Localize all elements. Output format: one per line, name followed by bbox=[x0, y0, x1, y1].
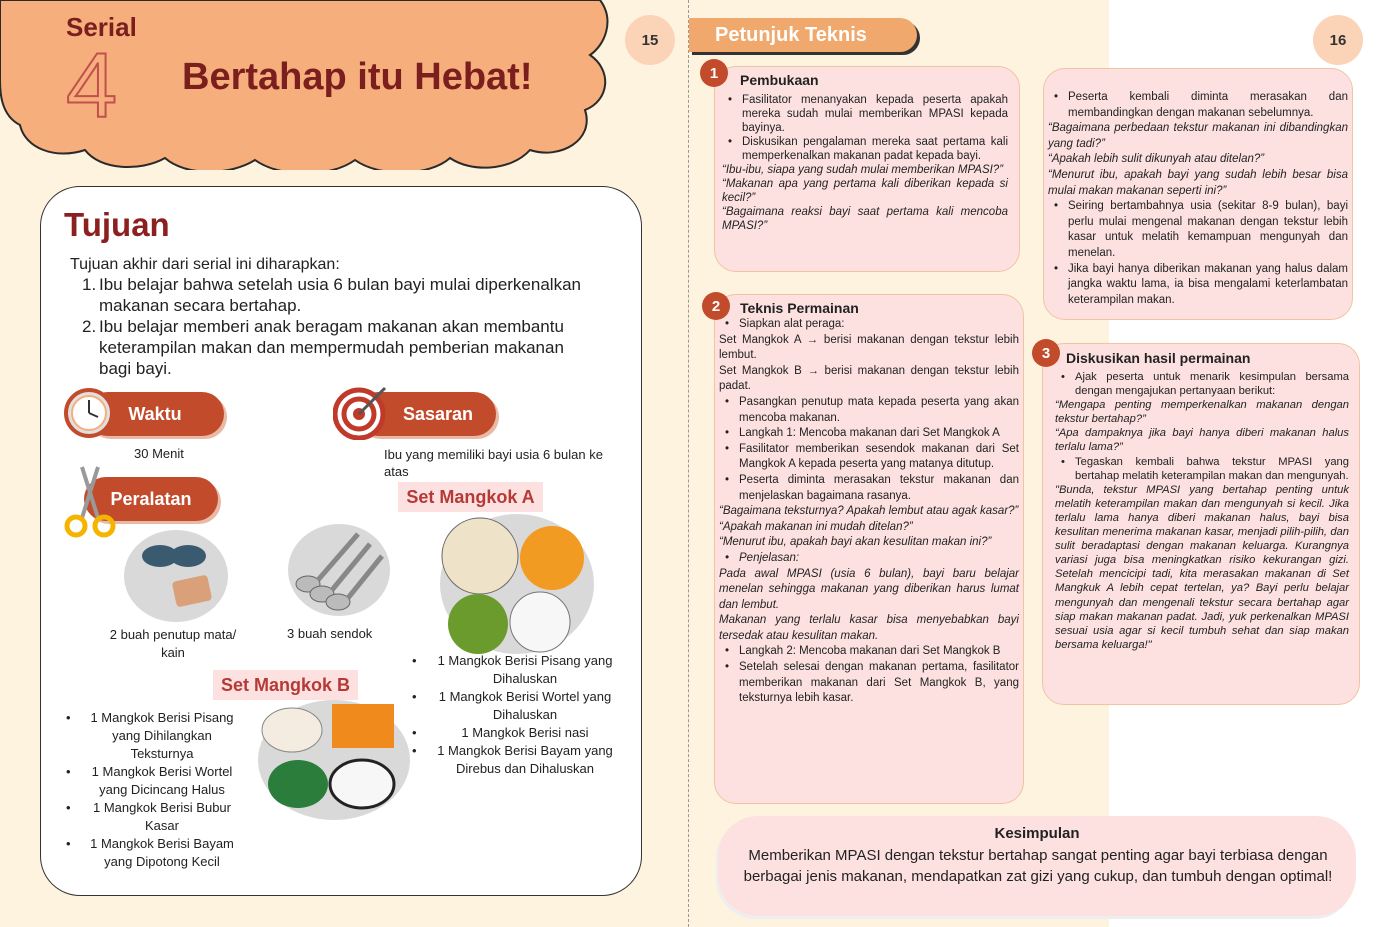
tujuan-list bbox=[82, 274, 613, 379]
step2-bullet: • Fasilitator memberikan sesendok makanan dari Set Mangkok A kepada peserta yang matanya ditutup. bbox=[719, 442, 1019, 473]
step2-set-a: Set Mangkok A → berisi makanan dengan tekstur lebih lembut. bbox=[719, 333, 1019, 362]
step2-continued-body bbox=[1048, 90, 1348, 308]
step2-penjelasan: Makanan yang terlalu kasar bisa menyebabkan bayi tersedak atau kesulitan makan. bbox=[719, 614, 1019, 642]
step3-bullet: • Tegaskan kembali bahwa tekstur MPASI yang bertahap melatih keterampilan makan dan mengunyah. bbox=[1055, 455, 1349, 483]
waktu-value: 30 Menit bbox=[134, 446, 184, 461]
set-b-item: • 1 Mangkok Berisi Pisang yang Dihilangkan Teksturnya bbox=[84, 709, 240, 763]
kesimpulan-text: Memberikan MPASI dengan tekstur bertahap sangat penting agar bayi terbiasa dengan berbagai jenis makanan, mendapatkan zat gizi yang cukup, dan tumbuh dengan optimal! bbox=[743, 847, 1333, 885]
step2-penjelasan-label: • Penjelasan: bbox=[719, 551, 1019, 567]
set-a-item: • 1 Mangkok Berisi nasi bbox=[430, 724, 620, 742]
set-b-item: • 1 Mangkok Berisi Bubur Kasar bbox=[84, 799, 240, 835]
step2-title: Teknis Permainan bbox=[740, 300, 859, 316]
step2-cont-question: “Apakah lebih sulit dikunyah atau ditelan?” bbox=[1048, 153, 1265, 166]
step3-quote: "Bunda, tekstur MPASI yang bertahap penting untuk melatih keterampilan makan dan mengunyah si kecil. Jika terlalu lama hanya diberi makanan halus, bayi bisa kesulitan menerima makanan kasar, menjadi pilih-pilih, dan sulit beradaptasi dengan makanan keluarga. Kurangnya variasi juga bisa meningkatkan risiko kekurangan gizi. Setelah mencicipi tadi, kita merasakan makanan di Set Mangkuk A lebih cepat tertelan, ya? Bayi perlu belajar mengunyah dan mengenali tekstur secara bertahap agar siap makan makanan padat. Jadi, yuk perkenalkan MPASI sesuai usia agar si kecil tumbuh sehat dan siap makan bersama keluarga!" bbox=[1055, 483, 1349, 651]
set-b-item: • 1 Mangkok Berisi Wortel yang Dicincang Halus bbox=[84, 763, 240, 799]
target-icon bbox=[333, 384, 389, 440]
step3-bullet: • Ajak peserta untuk menarik kesimpulan bersama dengan mengajukan pertanyaan berikut: bbox=[1055, 370, 1349, 398]
step2-cont-question: “Bagaimana perbedaan tekstur makanan ini dibandingkan yang tadi?” bbox=[1048, 122, 1348, 150]
step1-bullet: • Fasilitator menanyakan kepada peserta apakah mereka sudah mulai memberikan MPASI kepada bayinya. bbox=[722, 93, 1008, 135]
step2-question: “Menurut ibu, apakah bayi akan kesulitan makan ini?” bbox=[719, 536, 992, 549]
step2-bullet: • Pasangkan penutup mata kepada peserta yang akan mencoba makanan. bbox=[719, 395, 1019, 426]
step1-body bbox=[722, 93, 1008, 233]
step3-question: “Mengapa penting memperkenalkan makanan dengan tekstur bertahap?” bbox=[1055, 399, 1349, 426]
step3-body bbox=[1055, 370, 1349, 652]
clock-icon bbox=[64, 388, 114, 438]
peralatan-pill: Peralatan bbox=[84, 477, 218, 521]
tujuan-heading: Tujuan bbox=[64, 206, 170, 243]
set-b-bowls-image bbox=[258, 700, 410, 820]
step2-cont-question: “Menurut ibu, apakah bayi yang sudah lebih besar bisa mulai makan makanan seperti ini?” bbox=[1048, 168, 1348, 197]
step1-title: Pembukaan bbox=[740, 72, 819, 88]
set-a-item: • 1 Mangkok Berisi Wortel yang Dihaluskan bbox=[430, 688, 620, 724]
step1-question: “Bagaimana reaksi bayi saat pertama kali mencoba MPASI?” bbox=[722, 206, 1008, 232]
step2-bullet: • Siapkan alat peraga: bbox=[719, 317, 1019, 333]
equipment-caption-mask: 2 buah penutup mata/ kain bbox=[109, 627, 237, 660]
step2-cont-bullet: • Seiring bertambahnya usia (sekitar 8-9 bulan), bayi perlu mulai mengenal makanan dengan tekstur lebih kasar untuk melatih kemampuan mengunyah dan menelan. bbox=[1048, 199, 1348, 261]
page-number-left: 15 bbox=[625, 15, 675, 65]
step2-question: “Bagaimana teksturnya? Apakah lembut atau agak kasar?” bbox=[719, 505, 1019, 518]
set-a-item: • 1 Mangkok Berisi Pisang yang Dihaluskan bbox=[430, 652, 620, 688]
serial-label: Serial bbox=[66, 12, 137, 42]
kesimpulan-title: Kesimpulan bbox=[994, 825, 1080, 842]
tujuan-item-2: 2. Ibu belajar memberi anak beragam makanan akan membantu keterampilan makan dan mempermudah pemberian makanan bagi bayi. bbox=[82, 317, 564, 378]
step3-question: “Apa dampaknya jika bayi hanya diberi makanan halus terlalu lama?” bbox=[1055, 427, 1349, 454]
spoons-image bbox=[288, 524, 390, 616]
set-b-label: Set Mangkok B bbox=[213, 670, 358, 700]
waktu-pill: Waktu bbox=[86, 392, 224, 436]
step2-bullet: • Setelah selesai dengan makanan pertama, fasilitator memberikan makanan dari Set Mangkok B, yang teksturnya lebih kasar. bbox=[719, 660, 1019, 707]
serial-number: 4 bbox=[66, 35, 118, 137]
petunjuk-teknis-title: Petunjuk Teknis bbox=[689, 18, 917, 52]
scissors-icon bbox=[64, 462, 116, 542]
step2-bullet: • Langkah 2: Mencoba makanan dari Set Mangkok B bbox=[719, 644, 1019, 660]
step3-title: Diskusikan hasil permainan bbox=[1066, 350, 1251, 366]
equipment-caption-spoons: 3 buah sendok bbox=[287, 626, 373, 641]
step2-bullet: • Langkah 1: Mencoba makanan dari Set Mangkok A bbox=[719, 426, 1019, 442]
sasaran-pill: Sasaran bbox=[356, 392, 496, 436]
step2-number: 2 bbox=[702, 292, 730, 320]
tujuan-item-1: 1. Ibu belajar bahwa setelah usia 6 bulan bayi mulai diperkenalkan makanan secara bertahap. bbox=[82, 275, 581, 315]
tujuan-intro: Tujuan akhir dari serial ini diharapkan: bbox=[70, 256, 340, 273]
step1-question: “Ibu-ibu, siapa yang sudah mulai memberikan MPASI?” bbox=[722, 164, 1004, 176]
step2-bullet: • Peserta diminta merasakan tekstur makanan dan menjelaskan bagaimana rasanya. bbox=[719, 473, 1019, 504]
step2-penjelasan: Pada awal MPASI (usia 6 bulan), bayi baru belajar menelan sehingga makanan yang diberikan harus lumat dan lembut. bbox=[719, 567, 1019, 611]
step3-number: 3 bbox=[1032, 339, 1060, 367]
step2-cont-bullet: • Peserta kembali diminta merasakan dan membandingkan dengan makanan sebelumnya. bbox=[1048, 90, 1348, 121]
page-number-right: 16 bbox=[1313, 15, 1363, 65]
step2-cont-bullet: • Jika bayi hanya diberikan makanan yang halus dalam jangka waktu lama, ia bisa mengalami keterlambatan keterampilan makan. bbox=[1048, 262, 1348, 309]
set-b-item: • 1 Mangkok Berisi Bayam yang Dipotong Kecil bbox=[84, 835, 240, 871]
step1-question: “Makanan apa yang pertama kali diberikan kepada si kecil?” bbox=[722, 178, 1008, 204]
step2-body bbox=[719, 317, 1019, 707]
set-a-item: • 1 Mangkok Berisi Bayam yang Direbus dan Dihaluskan bbox=[430, 742, 620, 778]
set-a-bowls-image bbox=[440, 514, 594, 654]
page-title: Bertahap itu Hebat! bbox=[182, 56, 533, 98]
step2-set-b: Set Mangkok B → berisi makanan dengan tekstur lebih padat. bbox=[719, 364, 1019, 393]
set-a-label: Set Mangkok A bbox=[398, 482, 543, 512]
set-a-list bbox=[430, 652, 620, 778]
step1-bullet: • Diskusikan pengalaman mereka saat pertama kali memperkenalkan makanan padat kepada bayi. bbox=[722, 135, 1008, 163]
step1-number: 1 bbox=[700, 59, 728, 87]
eye-mask-image bbox=[124, 530, 228, 622]
set-b-list bbox=[84, 709, 240, 871]
step2-question: “Apakah makanan ini mudah ditelan?” bbox=[719, 520, 913, 533]
sasaran-value: Ibu yang memiliki bayi usia 6 bulan ke atas bbox=[384, 447, 603, 479]
page-fold-line bbox=[688, 0, 689, 927]
